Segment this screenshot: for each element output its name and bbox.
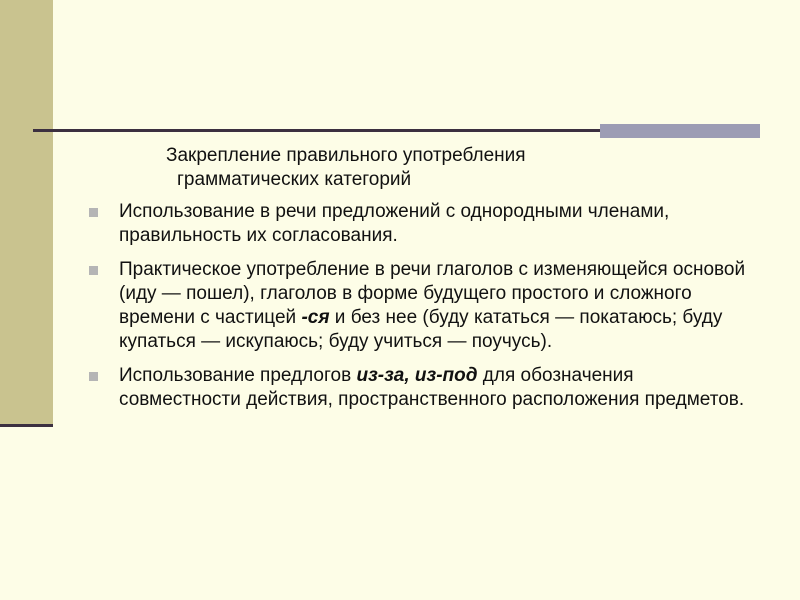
left-decorative-band	[0, 0, 53, 426]
slide-subtitle	[166, 144, 760, 192]
square-bullet-icon	[89, 372, 98, 381]
bullet-item-verbs-usage	[88, 258, 760, 354]
subtitle-line-2: грамматических категорий	[177, 169, 412, 190]
square-bullet-icon	[89, 266, 98, 275]
header-rule-accent-block	[600, 124, 760, 138]
slide-content	[88, 144, 760, 422]
subtitle-line-1: Закрепление правильного употребления	[166, 145, 526, 166]
square-bullet-icon	[89, 208, 98, 217]
bullet-item-prepositions-usage	[88, 364, 760, 412]
bullet-item-homogeneous-members	[88, 200, 760, 248]
bullet-text-after: и без нее (буду кататься — покатаюсь; буду купаться — искупаюсь; буду учиться — поучусь).	[119, 307, 723, 352]
bullet-text-before: Практическое употребление в речи глаголов с изменяющейся основой (иду — пошел), глаголов в форме будущего простого и сложного времени с частицей	[119, 259, 746, 328]
bullet-emphasis: -ся	[301, 307, 330, 328]
bullet-text: Использование в речи предложений с однородными членами, правильность их согласования.	[119, 201, 670, 246]
left-band-bottom-rule	[0, 424, 53, 427]
bullet-emphasis: из-за, из-под	[356, 365, 478, 386]
bullet-text-before: Использование предлогов	[119, 365, 357, 386]
bullet-text-after: для обозначения совместности действия, пространственного расположения предметов.	[119, 365, 745, 410]
bullet-list	[88, 200, 760, 412]
